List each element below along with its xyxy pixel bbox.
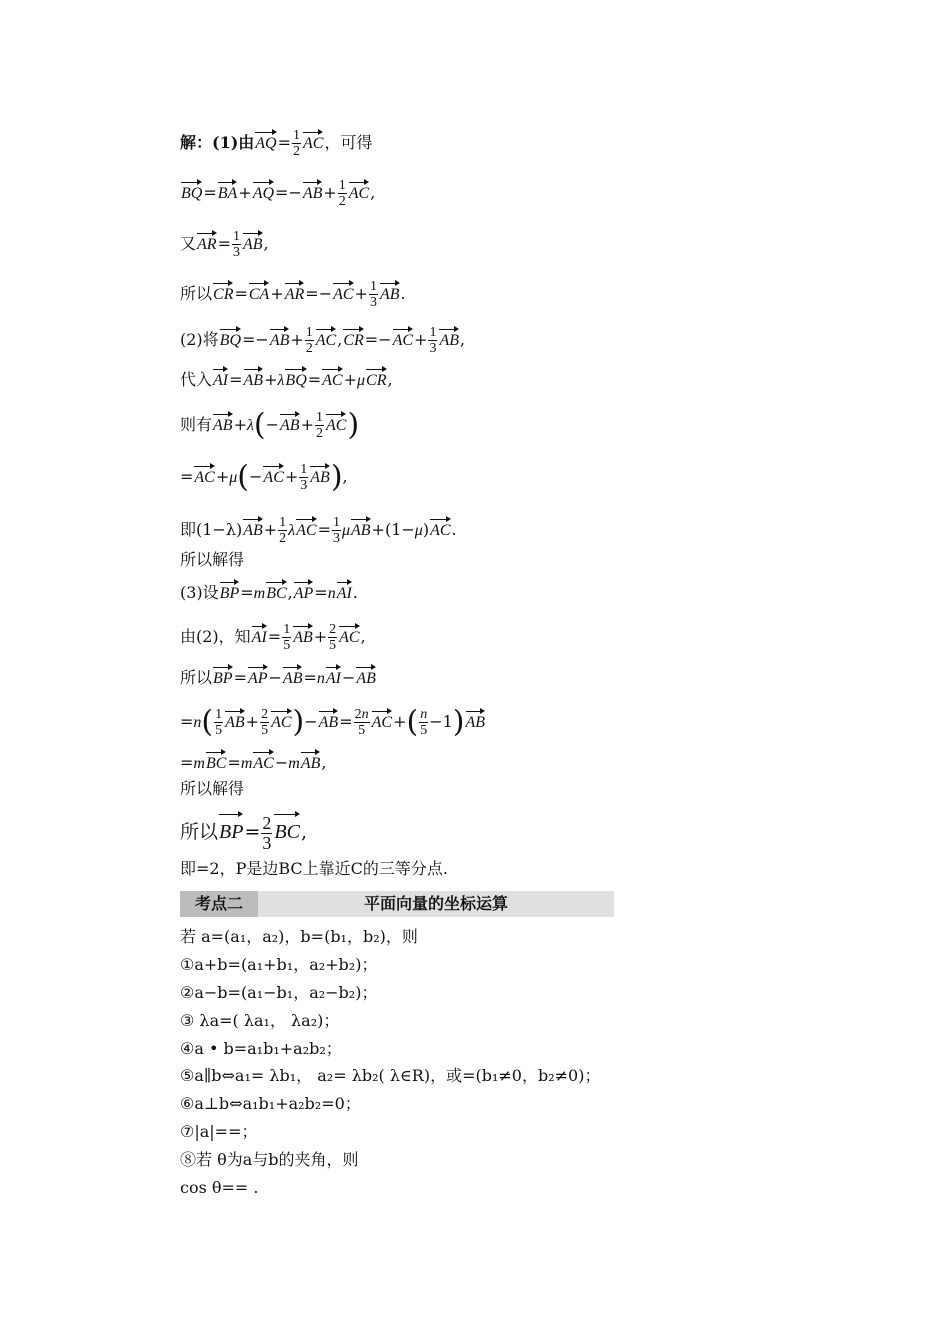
formula-8: ⑧若 θ为a与b的夹角，则 xyxy=(180,1150,359,1169)
solution-line-3: 又AR= $\frac{1}{3}$ AB, xyxy=(180,229,269,260)
formula-7: ⑦|a|==； xyxy=(180,1122,258,1141)
solution-label: 解：(1)由 xyxy=(180,133,255,152)
solution-line-2: BQ=BA+AQ=−AB+ $\frac{1}{2}$ AC, xyxy=(181,178,376,209)
solution-line-1: 解：(1)由AQ= $\frac{1}{2}$ AC，可得 xyxy=(180,128,373,159)
formula-5: ⑤a∥b⇔a₁= λb₁， a₂= λb₂( λ∈R)，或=(b₁≠0，b₂≠0)； xyxy=(180,1066,601,1085)
formula-1: ①a+b=(a₁+b₁，a₂+b₂)； xyxy=(180,955,378,974)
solution-line-13: =n( $\frac{1}{5}$ AB+ $\frac{2}{5}$ AC)−AB= $\frac{2n}{5}$ AC+( $\frac{n}{5}$ −1)AB xyxy=(180,704,486,740)
section-tag: 考点二 xyxy=(180,891,258,917)
solution-line-8: =AC+μ(−AC+ $\frac{1}{3}$ AB), xyxy=(180,459,348,495)
formula-6: ⑥a⊥b⇔a₁b₁+a₂b₂=0； xyxy=(180,1094,361,1113)
conclusion: 即=2，P是边BC上靠近C的三等分点. xyxy=(180,859,448,878)
solution-line-9: 即(1−λ)AB+ $\frac{1}{2}$ λAC= $\frac{1}{3}$ μAB+(1−μ)AC. xyxy=(180,515,457,546)
solution-line-4: 所以CR=CA+AR=−AC+ $\frac{1}{3}$ AB. xyxy=(180,279,406,310)
solution-line-10: (3)设BP=mBC,AP=nAI. xyxy=(180,580,358,605)
solution-line-15: 所以BP= $\frac{2}{3}$ BC, xyxy=(180,812,307,853)
section-title: 平面向量的坐标运算 xyxy=(363,894,508,913)
solution-line-11: 由(2)，知AI= $\frac{1}{5}$ AB+ $\frac{2}{5}$ AC, xyxy=(180,622,366,653)
solution-line-6: 代入AI=AB+λBQ=AC+μCR, xyxy=(180,367,393,392)
formula-9: cos θ== . xyxy=(180,1178,259,1197)
solution-line-7: 则有AB+λ(−AB+ $\frac{1}{2}$ AC) xyxy=(180,407,360,443)
formula-2: ②a−b=(a₁−b₁，a₂−b₂)； xyxy=(180,983,378,1002)
formula-4: ④a • b=a₁b₁+a₂b₂； xyxy=(180,1039,342,1058)
formula-3: ③ λa=( λa₁， λa₂)； xyxy=(180,1011,340,1030)
solution-line-5: (2)将BQ=−AB+ $\frac{1}{2}$ AC,CR=−AC+ $\frac{1}{3}$ AB, xyxy=(180,325,466,356)
formula-intro: 若 a=(a₁，a₂)，b=(b₁，b₂)，则 xyxy=(180,927,418,946)
solve-text-1: 所以解得 xyxy=(180,550,245,569)
section-heading xyxy=(180,891,614,917)
solution-line-12: 所以BP=AP−AB=nAI−AB xyxy=(180,665,377,690)
solution-line-14: =mBC=mAC−mAB, xyxy=(180,750,326,775)
solve-text-2: 所以解得 xyxy=(180,779,245,798)
